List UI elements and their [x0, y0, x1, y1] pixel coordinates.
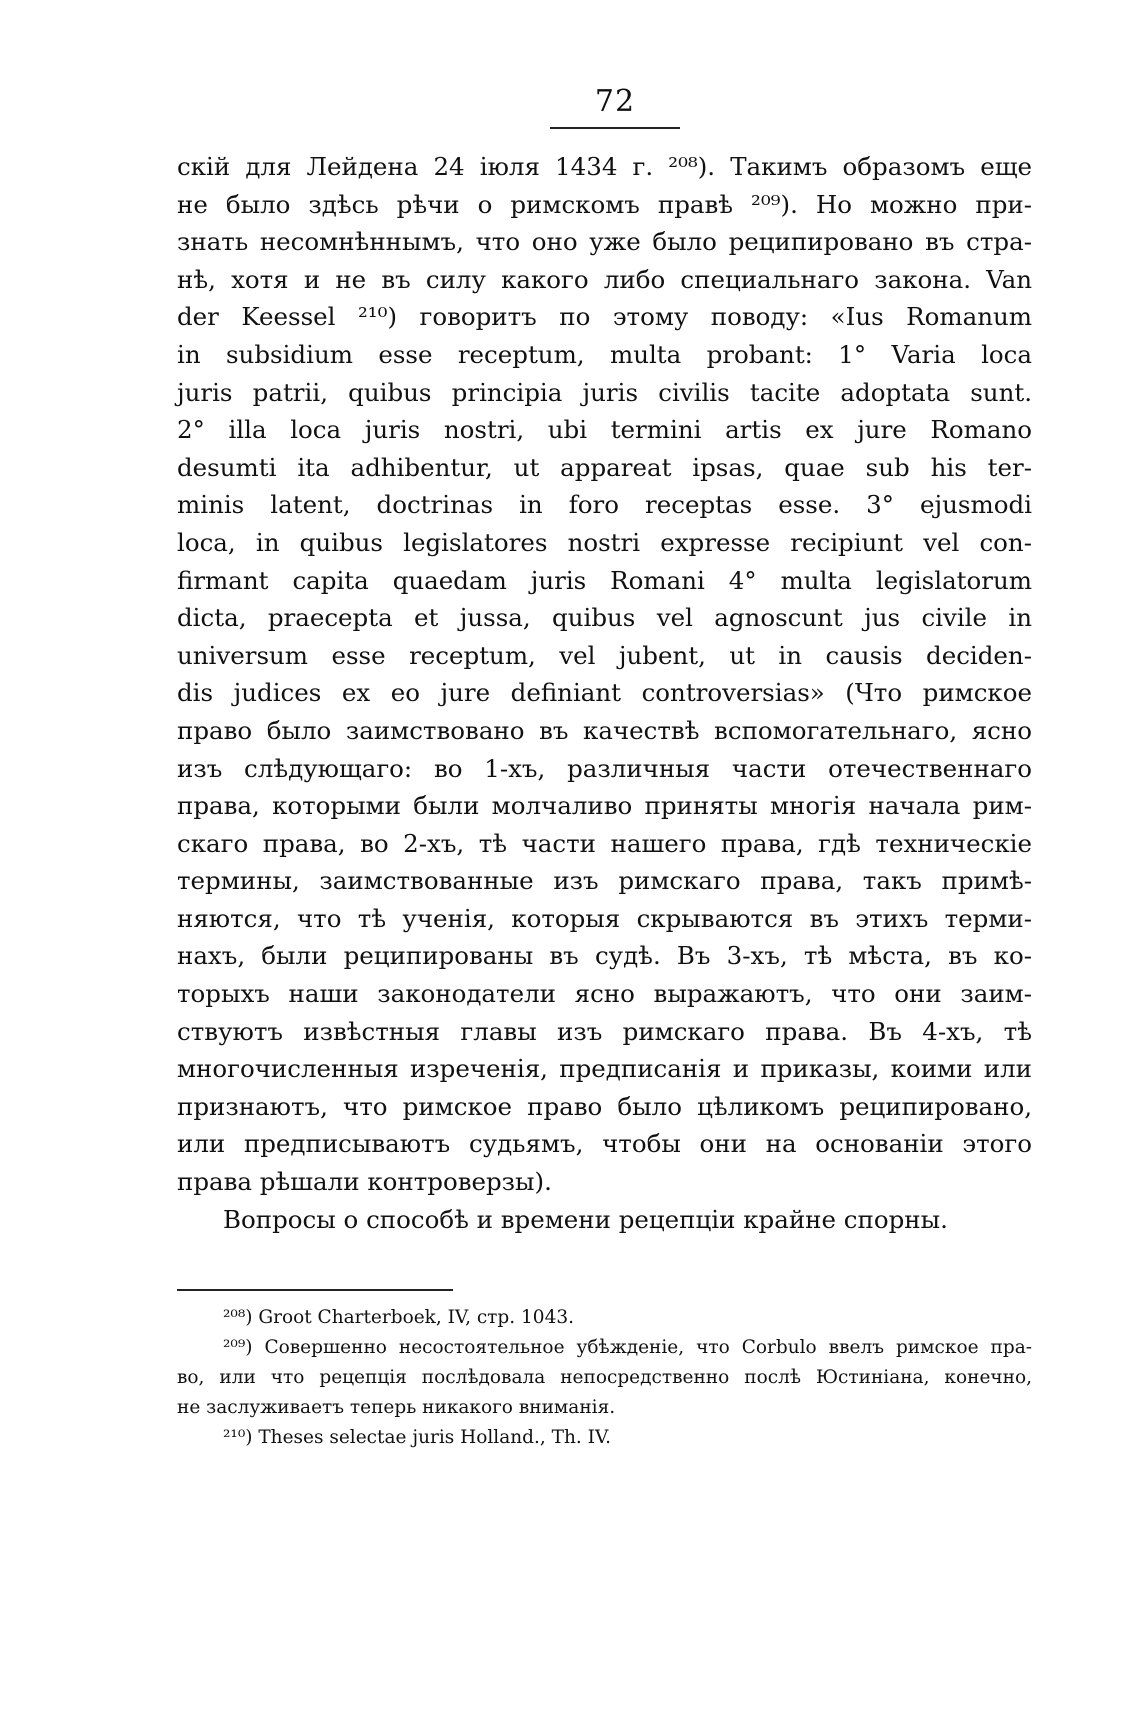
body-line: Вопросы о способѣ и времени рецепціи крайне спорны. [223, 1204, 948, 1234]
body-line: minis latent, doctrinas in foro receptas esse. 3° ejusmodi [177, 490, 1032, 520]
page-number: 72 [594, 84, 636, 119]
body-line: firmant capita quaedam juris Romani 4° multa legislatorum [177, 565, 1032, 595]
body-line: признаютъ, что римское право было цѣликомъ реципировано, [177, 1091, 1032, 1121]
body-line: изъ слѣдующаго: во 1-хъ, различныя части отечественнаго [177, 753, 1032, 783]
footnote-rule [177, 1289, 453, 1291]
body-line: loca, in quibus legislatores nostri expresse recipiunt vel con- [177, 527, 1032, 557]
body-line: desumti ita adhibentur, ut appareat ipsas, quae sub his ter- [177, 452, 1032, 482]
footnotes [177, 1303, 1032, 1453]
body-line: няются, что тѣ ученія, которыя скрываются въ этихъ терми- [177, 903, 1032, 933]
footnote-line: не заслуживаетъ теперь никакого вниманія. [177, 1397, 616, 1418]
body-line: 2° illa loca juris nostri, ubi termini artis ex jure Romano [177, 415, 1032, 445]
body-line: dis judices ex eo jure definiant controversias» (Что римское [177, 678, 1032, 708]
body-line: juris patrii, quibus principia juris civilis tacite adoptata sunt. [177, 377, 1032, 407]
body-line: права, которыми были молчаливо приняты многія начала рим- [177, 791, 1032, 821]
body-line: знать несомнѣннымъ, что оно уже было реципировано въ стра- [177, 227, 1032, 257]
footnote-line: ²⁰⁸) Groot Charterboek, IV, стр. 1043. [223, 1307, 574, 1328]
body-line: не было здѣсь рѣчи о римскомъ правѣ ²⁰⁹). Но можно при- [177, 189, 1032, 219]
body-line: права рѣшали контроверзы). [177, 1167, 552, 1197]
body-line: термины, заимствованные изъ римскаго права, такъ примѣ- [177, 866, 1032, 896]
body-line: скаго права, во 2-хъ, тѣ части нашего права, гдѣ техническіе [177, 828, 1032, 858]
body-line: universum esse receptum, vel jubent, ut in causis deciden- [177, 640, 1032, 670]
footnote-line: ²¹⁰) Theses selectae juris Holland., Th. IV. [223, 1427, 611, 1448]
body-line: скій для Лейдена 24 іюля 1434 г. ²⁰⁸). Такимъ образомъ еще [177, 152, 1032, 181]
body-line: право было заимствовано въ качествѣ вспомогательнаго, ясно [177, 715, 1032, 745]
body-line: нѣ, хотя и не въ силу какого либо специальнаго закона. Van [177, 264, 1032, 294]
body-line: нахъ, были реципированы въ судѣ. Въ 3-хъ, тѣ мѣста, въ ко- [177, 941, 1032, 971]
body-line: или предписываютъ судьямъ, чтобы они на основаніи этого [177, 1129, 1032, 1159]
footnote-line: ²⁰⁹) Совершенно несостоятельное убѣжденіе, что Corbulo ввелъ римское пра- [223, 1337, 1032, 1358]
body-line: in subsidium esse receptum, multa probant: 1° Varia loca [177, 339, 1032, 369]
body-line: der Keessel ²¹⁰) говоритъ по этому поводу: «Ius Romanum [177, 302, 1032, 332]
footnote-line: во, или что рецепція послѣдовала непосредственно послѣ Юстиніана, конечно, [177, 1367, 1032, 1388]
page-number-rule [550, 127, 680, 129]
body-line: многочисленныя изреченія, предписанія и приказы, коими или [177, 1054, 1032, 1084]
body-line: ствуютъ извѣстныя главы изъ римскаго права. Въ 4-хъ, тѣ [177, 1016, 1032, 1046]
body-text [177, 148, 1032, 1238]
body-line: торыхъ наши законодатели ясно выражаютъ, что они заим- [177, 979, 1032, 1009]
body-line: dicta, praecepta et jussa, quibus vel agnoscunt jus civile in [177, 603, 1032, 633]
